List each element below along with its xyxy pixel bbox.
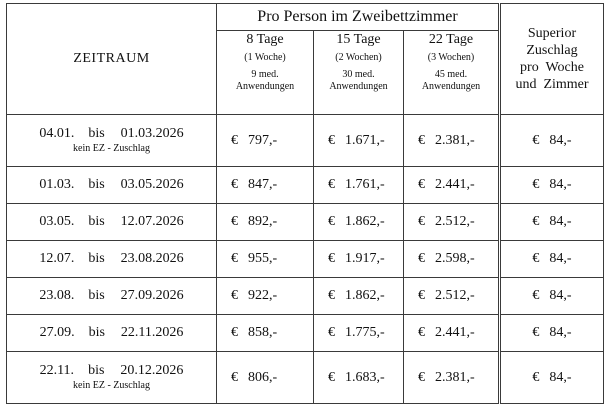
superior-line: pro Woche xyxy=(520,60,584,75)
price-value: 2.381,- xyxy=(435,132,475,148)
price-value: 1.862,- xyxy=(345,214,385,229)
period-range xyxy=(39,251,183,266)
price-cell xyxy=(314,241,404,278)
table-row xyxy=(7,315,604,352)
duration-weeks: (1 Woche) xyxy=(244,52,286,63)
currency-symbol: € xyxy=(328,288,335,303)
period-range xyxy=(39,126,183,141)
superior-header xyxy=(500,4,604,115)
currency-symbol: € xyxy=(328,325,335,340)
superior-price-cell xyxy=(500,315,604,352)
duration-weeks: (3 Wochen) xyxy=(427,52,475,63)
duration-weeks: (2 Wochen) xyxy=(335,52,382,63)
period-separator: bis xyxy=(88,177,105,192)
currency-symbol: € xyxy=(532,251,540,266)
period-separator: bis xyxy=(88,325,105,340)
currency-symbol: € xyxy=(231,132,238,148)
currency-symbol: € xyxy=(418,177,425,192)
superior-price-cell xyxy=(500,278,604,315)
price-value: 1.761,- xyxy=(345,177,385,192)
period-to: 23.08.2026 xyxy=(120,251,184,266)
superior-value: 84,- xyxy=(549,132,572,148)
superior-value: 84,- xyxy=(549,251,572,266)
price-cell xyxy=(217,315,314,352)
currency-symbol: € xyxy=(231,288,238,303)
duration-treatments: 30 med. xyxy=(342,69,375,80)
period-note: kein EZ - Zuschlag xyxy=(73,143,150,154)
price-cell xyxy=(314,115,404,167)
duration-treatments: Anwendungen xyxy=(421,81,481,92)
period-range xyxy=(39,177,183,192)
superior-line: Zuschlag xyxy=(526,43,578,58)
duration-days: 15 Tage xyxy=(336,32,381,47)
price-value: 2.441,- xyxy=(435,325,475,340)
duration-header-15 xyxy=(314,31,404,115)
price-cell xyxy=(404,315,500,352)
duration-header-8 xyxy=(217,31,314,115)
zeitraum-header: ZEITRAUM xyxy=(7,4,217,115)
price-value: 2.512,- xyxy=(435,214,475,229)
period-from: 23.08. xyxy=(39,288,75,303)
duration-days: 8 Tage xyxy=(246,32,284,47)
price-cell xyxy=(314,315,404,352)
superior-price-cell xyxy=(500,204,604,241)
table-row xyxy=(7,167,604,204)
price-table xyxy=(6,3,604,404)
currency-symbol: € xyxy=(532,288,540,303)
price-cell xyxy=(217,241,314,278)
price-cell xyxy=(217,278,314,315)
superior-price-cell xyxy=(500,352,604,404)
table-row xyxy=(7,241,604,278)
currency-symbol: € xyxy=(418,132,425,148)
currency-symbol: € xyxy=(328,132,335,148)
superior-value: 84,- xyxy=(549,325,572,340)
price-value: 1.683,- xyxy=(345,369,385,385)
price-value: 858,- xyxy=(248,325,278,340)
superior-line: und Zimmer xyxy=(515,77,589,92)
period-separator: bis xyxy=(88,214,105,229)
price-value: 922,- xyxy=(248,288,278,303)
price-value: 1.775,- xyxy=(345,325,385,340)
price-cell xyxy=(314,352,404,404)
currency-symbol: € xyxy=(418,251,425,266)
group-header: Pro Person im Zweibettzimmer xyxy=(217,4,500,31)
price-value: 806,- xyxy=(248,369,278,385)
currency-symbol: € xyxy=(532,132,540,148)
currency-symbol: € xyxy=(231,251,238,266)
price-value: 955,- xyxy=(248,251,278,266)
period-cell xyxy=(7,352,217,404)
duration-treatments: Anwendungen xyxy=(235,81,295,92)
table-row xyxy=(7,352,604,404)
currency-symbol: € xyxy=(328,369,335,385)
currency-symbol: € xyxy=(532,325,540,340)
price-value: 797,- xyxy=(248,132,278,148)
currency-symbol: € xyxy=(532,177,540,192)
period-from: 27.09. xyxy=(39,325,75,340)
currency-symbol: € xyxy=(328,214,335,229)
currency-symbol: € xyxy=(418,288,425,303)
period-cell xyxy=(7,241,217,278)
period-note: kein EZ - Zuschlag xyxy=(73,380,150,391)
period-from: 04.01. xyxy=(39,126,75,141)
currency-symbol: € xyxy=(418,325,425,340)
price-cell xyxy=(314,278,404,315)
price-value: 2.381,- xyxy=(435,369,475,385)
price-cell xyxy=(404,115,500,167)
price-value: 1.917,- xyxy=(345,251,385,266)
period-from: 12.07. xyxy=(39,251,75,266)
period-separator: bis xyxy=(88,288,105,303)
period-to: 20.12.2026 xyxy=(120,363,184,378)
period-to: 01.03.2026 xyxy=(120,126,184,141)
period-from: 22.11. xyxy=(39,363,75,378)
currency-symbol: € xyxy=(231,369,238,385)
period-to: 22.11.2026 xyxy=(120,325,184,340)
price-value: 1.671,- xyxy=(345,132,385,148)
duration-days: 22 Tage xyxy=(428,32,474,47)
currency-symbol: € xyxy=(231,325,238,340)
table-row xyxy=(7,115,604,167)
price-value: 847,- xyxy=(248,177,278,192)
period-to: 27.09.2026 xyxy=(120,288,184,303)
period-cell xyxy=(7,278,217,315)
period-cell xyxy=(7,204,217,241)
header-row-group xyxy=(7,4,604,31)
period-to: 03.05.2026 xyxy=(120,177,184,192)
currency-symbol: € xyxy=(231,177,238,192)
currency-symbol: € xyxy=(328,251,335,266)
price-cell xyxy=(314,167,404,204)
price-cell xyxy=(404,278,500,315)
period-cell xyxy=(7,115,217,167)
period-separator: bis xyxy=(88,251,105,266)
superior-value: 84,- xyxy=(549,369,572,385)
price-cell xyxy=(217,115,314,167)
superior-value: 84,- xyxy=(549,214,572,229)
duration-treatments: Anwendungen xyxy=(329,81,388,92)
period-range xyxy=(40,325,184,340)
duration-header-22 xyxy=(404,31,500,115)
period-range xyxy=(40,363,184,378)
price-cell xyxy=(404,241,500,278)
price-cell xyxy=(217,352,314,404)
superior-value: 84,- xyxy=(549,177,572,192)
superior-price-cell xyxy=(500,167,604,204)
price-value: 2.512,- xyxy=(435,288,475,303)
period-to: 12.07.2026 xyxy=(120,214,184,229)
period-from: 01.03. xyxy=(39,177,75,192)
price-cell xyxy=(314,204,404,241)
price-value: 2.441,- xyxy=(435,177,475,192)
period-from: 03.05. xyxy=(39,214,75,229)
price-value: 1.862,- xyxy=(345,288,385,303)
currency-symbol: € xyxy=(231,214,238,229)
price-cell xyxy=(217,167,314,204)
duration-treatments: 45 med. xyxy=(434,69,468,80)
price-value: 2.598,- xyxy=(435,251,475,266)
price-cell xyxy=(404,167,500,204)
table-row xyxy=(7,278,604,315)
currency-symbol: € xyxy=(418,214,425,229)
period-separator: bis xyxy=(88,126,105,141)
superior-price-cell xyxy=(500,115,604,167)
price-cell xyxy=(404,352,500,404)
currency-symbol: € xyxy=(328,177,335,192)
superior-line: Superior xyxy=(527,26,577,41)
period-range xyxy=(39,214,183,229)
period-cell xyxy=(7,167,217,204)
currency-symbol: € xyxy=(418,369,425,385)
superior-price-cell xyxy=(500,241,604,278)
price-value: 892,- xyxy=(248,214,278,229)
duration-treatments: 9 med. xyxy=(251,69,279,80)
currency-symbol: € xyxy=(532,369,540,385)
price-cell xyxy=(404,204,500,241)
currency-symbol: € xyxy=(532,214,540,229)
period-range xyxy=(39,288,183,303)
superior-value: 84,- xyxy=(549,288,572,303)
price-table-body xyxy=(7,115,604,404)
price-cell xyxy=(217,204,314,241)
period-separator: bis xyxy=(88,363,105,378)
period-cell xyxy=(7,315,217,352)
table-row xyxy=(7,204,604,241)
